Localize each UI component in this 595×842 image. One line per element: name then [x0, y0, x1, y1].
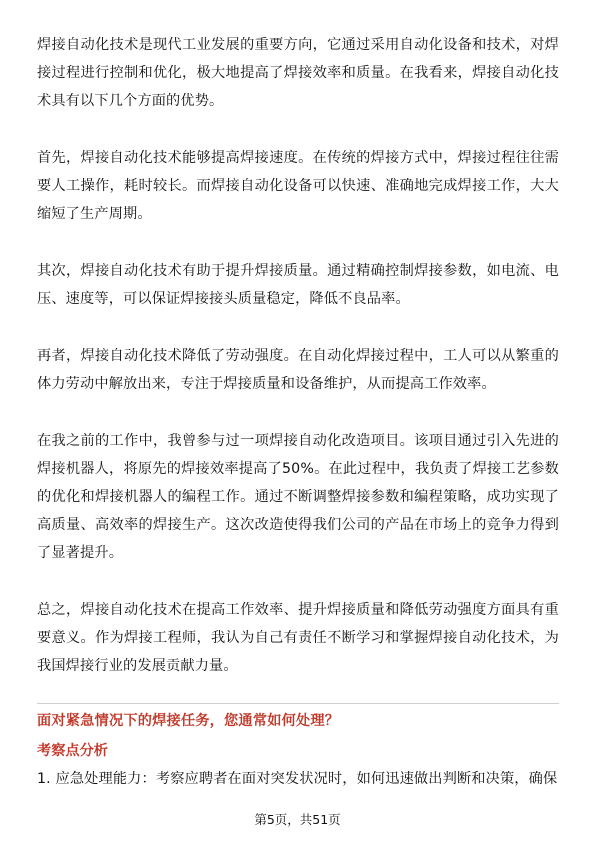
- page-number: 第5页，共51页: [254, 812, 341, 827]
- analysis-heading: 考察点分析: [37, 743, 108, 759]
- paragraph-experience: 在我之前的工作中，我曾参与过一项焊接自动化改造项目。该项目通过引入先进的焊接机器人，将原先的焊接效率提高了50%。在此过程中，我负责了焊接工艺参数的优化和焊接机器人的编程工作。通过不断调整焊接参数和编程策略，成功实现了高质量、高效率的焊接生产。这次改造使得我们公司的产品在市场上的竞争力得到了显著提升。: [37, 433, 559, 561]
- question-title: 面对紧急情况下的焊接任务，您通常如何处理？: [37, 713, 340, 729]
- section-divider: [37, 703, 559, 704]
- paragraph-labor: 再者，焊接自动化技术降低了劳动强度。在自动化焊接过程中，工人可以从繁重的体力劳动中解放出来，专注于焊接质量和设备维护，从而提高工作效率。: [37, 348, 559, 392]
- paragraph-quality: 其次，焊接自动化技术有助于提升焊接质量。通过精确控制焊接参数，如电流、电压、速度等，可以保证焊接接头质量稳定，降低不良品率。: [37, 263, 559, 307]
- paragraph-speed: 首先，焊接自动化技术能够提高焊接速度。在传统的焊接方式中，焊接过程往往需要人工操作，耗时较长。而焊接自动化设备可以快速、准确地完成焊接工作，大大缩短了生产周期。: [37, 150, 559, 222]
- paragraph-conclusion: 总之，焊接自动化技术在提高工作效率、提升焊接质量和降低劳动强度方面具有重要意义。作为焊接工程师，我认为自己有责任不断学习和掌握焊接自动化技术，为我国焊接行业的发展贡献力量。: [37, 602, 559, 674]
- answer-body: [37, 31, 559, 680]
- analysis-item: 1. 应急处理能力：考察应聘者在面对突发状况时，如何迅速做出判断和决策，确保: [37, 771, 558, 787]
- paragraph-intro: 焊接自动化技术是现代工业发展的重要方向，它通过采用自动化设备和技术，对焊接过程进行控制和优化，极大地提高了焊接效率和质量。在我看来，焊接自动化技术具有以下几个方面的优势。: [37, 37, 559, 109]
